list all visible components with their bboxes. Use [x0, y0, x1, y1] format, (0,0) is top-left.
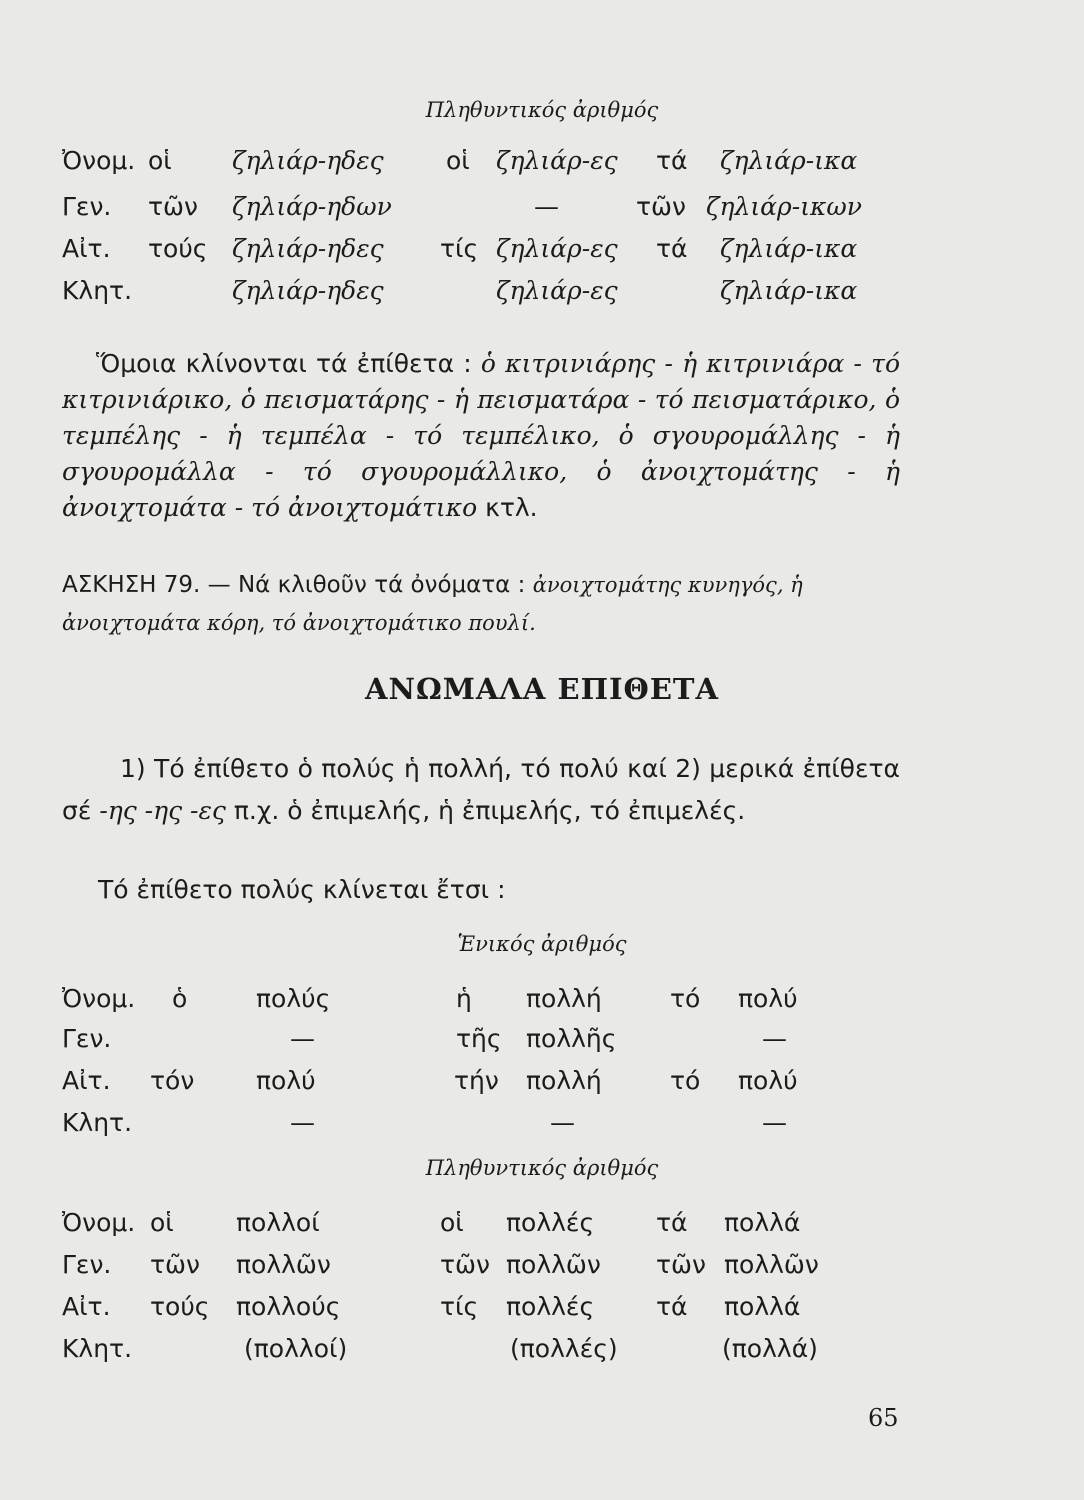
declined-form: — [762, 1024, 787, 1053]
case-label: Κλητ. [62, 276, 133, 305]
table2-caption: Ἑνικός ἀριθμός [457, 932, 627, 956]
case-label: Γεν. [62, 192, 112, 221]
declined-form: (πολλά) [722, 1334, 818, 1363]
paragraph-text-2: π.χ. ὁ ἐπιμελής, ἡ ἐπιμελής, τό ἐπιμελές. [225, 796, 746, 825]
declined-form: πολύ [256, 1066, 316, 1095]
declined-form: ζηλιάρ-ες [496, 276, 618, 305]
article: τά [656, 1208, 688, 1237]
article: τούς [150, 1292, 210, 1321]
declined-form: πολλή [526, 984, 602, 1013]
declined-form: — [762, 1108, 787, 1137]
declined-form: — [534, 192, 559, 221]
table2-row [0, 1066, 1084, 1106]
article: τῶν [150, 1250, 200, 1279]
article: τῶν [656, 1250, 706, 1279]
table2-row [0, 984, 1084, 1024]
article: ἡ [456, 984, 472, 1013]
table1-row [0, 234, 1084, 274]
adjective-list: ὁ κιτρινιάρης - ἡ κιτρινιάρα - τό κιτρινιάρικο, ὁ πεισματάρης - ἡ πεισματάρα - τό πεισματάρικο, ὁ τεμπέλης - ἡ τεμπέλα - τό τεμπέλικο, ὁ σγουρομάλλης - ἡ σγουρομάλλα - τό σγουρομάλλικο, ὁ ἀνοιχτομάτης - ἡ ἀνοιχτομάτα - τό ἀνοιχτομάτικο [62, 349, 900, 522]
table1-caption: Πληθυντικός ἀριθμός [425, 98, 659, 122]
declined-form: πολύς [256, 984, 331, 1013]
case-label: Κλητ. [62, 1108, 133, 1137]
declined-form: ζηλιάρ-ικα [720, 146, 858, 175]
declined-form: — [290, 1024, 315, 1053]
article: τίς [440, 1292, 479, 1321]
article: οἱ [148, 146, 172, 175]
declined-form: (πολλοί) [244, 1334, 348, 1363]
declined-form: ζηλιάρ-ικων [706, 192, 862, 221]
article: τῶν [148, 192, 198, 221]
case-label: Ὀνομ. [62, 146, 136, 175]
article: τῶν [636, 192, 686, 221]
table1-row [0, 276, 1084, 316]
article: τόν [150, 1066, 195, 1095]
declined-form: πολλοί [236, 1208, 320, 1237]
declined-form: πολύ [738, 984, 798, 1013]
page-number: 65 [868, 1404, 899, 1432]
article: τό [670, 1066, 701, 1095]
case-label: Κλητ. [62, 1334, 133, 1363]
declined-form: πολλῶν [724, 1250, 819, 1279]
declined-form: ζηλιάρ-ηδες [232, 234, 384, 263]
article: τῶν [440, 1250, 490, 1279]
section-heading: ΑΝΩΜΑΛΑ ΕΠΙΘΕΤΑ [364, 672, 720, 706]
declined-form: πολλή [526, 1066, 602, 1095]
endings: -ης -ης -ες [99, 796, 226, 825]
declined-form: — [550, 1108, 575, 1137]
table3-row [0, 1250, 1084, 1290]
declined-form: πολλούς [236, 1292, 341, 1321]
table3-row [0, 1334, 1084, 1374]
article: οἱ [440, 1208, 464, 1237]
article: ὁ [172, 984, 188, 1013]
declined-form: ζηλιάρ-ες [496, 146, 618, 175]
declined-form: πολλῶν [236, 1250, 331, 1279]
declined-form: πολλῆς [526, 1024, 617, 1053]
declined-form: ζηλιάρ-ηδων [232, 192, 392, 221]
declined-form: πολλῶν [506, 1250, 601, 1279]
article: τά [656, 146, 688, 175]
exercise-words: ἀνοιχτομάτης κυνηγός, ἡ ἀνοιχτομάτα κόρη, τό ἀνοιχτομάτικο πουλί. [62, 573, 803, 635]
article: τούς [148, 234, 208, 263]
table3-row [0, 1208, 1084, 1248]
article: τά [656, 234, 688, 263]
paragraph-text: 1) Τό ἐπίθετο ὁ πολύς ἡ πολλή, τό πολύ καί 2) μερικά ἐπίθετα σέ [62, 754, 900, 825]
declension-intro: Τό ἐπίθετο πολύς κλίνεται ἔτσι : [98, 875, 506, 904]
declined-form: πολλά [724, 1292, 801, 1321]
article: τῆς [456, 1024, 502, 1053]
paragraph-intro: Ὅμοια κλίνονται τά ἐπίθετα : [96, 349, 481, 378]
paragraph-end: κτλ. [477, 493, 538, 522]
article: οἱ [150, 1208, 174, 1237]
exercise-79 [62, 566, 902, 642]
table3-row [0, 1292, 1084, 1332]
case-label: Ὀνομ. [62, 984, 136, 1013]
declined-form: ζηλιάρ-ικα [720, 276, 858, 305]
case-label: Γεν. [62, 1250, 112, 1279]
declined-form: πολλές [506, 1208, 595, 1237]
declined-form: ζηλιάρ-ηδες [232, 276, 384, 305]
article: τήν [454, 1066, 499, 1095]
case-label: Αἰτ. [62, 1066, 111, 1095]
irregular-adjectives-paragraph [62, 748, 900, 832]
declined-form: πολλές [506, 1292, 595, 1321]
table3-caption: Πληθυντικός ἀριθμός [425, 1156, 659, 1180]
article: τό [670, 984, 701, 1013]
similar-adjectives-paragraph [62, 346, 900, 526]
exercise-label: ΑΣΚΗΣΗ 79. — Νά κλιθοῦν τά ὀνόματα : [62, 572, 533, 598]
case-label: Γεν. [62, 1024, 112, 1053]
declined-form: ζηλιάρ-ες [496, 234, 618, 263]
declined-form: πολύ [738, 1066, 798, 1095]
declined-form: (πολλές) [510, 1334, 618, 1363]
declined-form: πολλά [724, 1208, 801, 1237]
declined-form: ζηλιάρ-ηδες [232, 146, 384, 175]
table2-row [0, 1108, 1084, 1148]
table1-row [0, 192, 1084, 232]
table2-row [0, 1024, 1084, 1064]
article: τίς [440, 234, 479, 263]
table1-row [0, 146, 1084, 186]
case-label: Αἰτ. [62, 1292, 111, 1321]
article: τά [656, 1292, 688, 1321]
declined-form: — [290, 1108, 315, 1137]
declined-form: ζηλιάρ-ικα [720, 234, 858, 263]
case-label: Ὀνομ. [62, 1208, 136, 1237]
case-label: Αἰτ. [62, 234, 111, 263]
article: οἱ [446, 146, 470, 175]
